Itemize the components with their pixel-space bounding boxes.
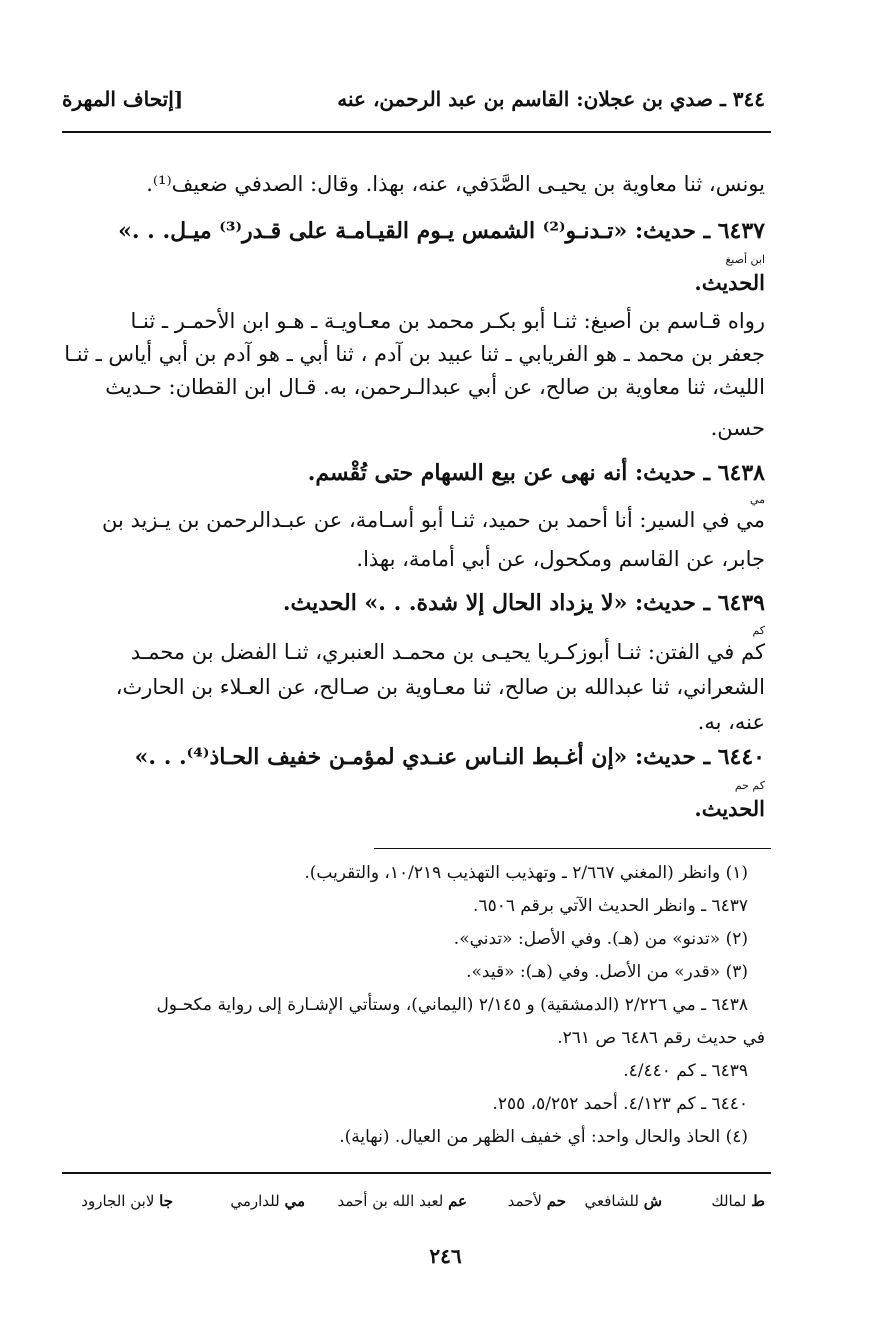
- footnote: ٦٤٣٧ ـ وانظر الحديث الآتي برقم ٦٥٠٦.: [473, 896, 748, 916]
- hadith-6437-tail: الحديث.: [694, 270, 765, 295]
- running-header-title: ٣٤٤ ـ صدي بن عجلان: القاسم بن عبد الرحمن، عنه: [337, 87, 765, 111]
- hadith-6439-heading: ٦٤٣٩ ـ حديث: «لا يزداد الحال إلا شدة. . .» الحديث.: [282, 590, 765, 616]
- hadith-6437-sigla: ابن أصبغ: [725, 253, 765, 266]
- page-number: ٢٤٦: [429, 1244, 462, 1268]
- hadith-6439-line-1: كم في الفتن: ثنـا أبوزكـريا يحيـى بن محمـد العنبري، ثنـا الفضل بن محمـد: [130, 640, 765, 664]
- legend-entry: عم لعبد الله بن أحمد: [337, 1192, 467, 1210]
- legend-entry: جا لابن الجارود: [81, 1192, 173, 1210]
- legend-entry: ط لمالك: [711, 1192, 765, 1210]
- hadith-6437-line-2: جعفر بن محمد ـ هو الفريابي ـ ثنا عبيد بن آدم ، ثنا أبي ـ هو آدم بن أبي أياس ـ ثنـا: [64, 342, 765, 366]
- hadith-6438-line-1: مي في السير: أنا أحمد بن حميد، ثنـا أبو أسـامة، عن عبـدالرحمن بن يـزيد بن: [102, 508, 765, 532]
- hadith-6438-heading: ٦٤٣٨ ـ حديث: أنه نهى عن بيع السهام حتى تُقْسم.: [307, 460, 765, 486]
- header-rule: [62, 131, 771, 133]
- footnote: (٣) «قدر» من الأصل. وفي (هـ): «قيد».: [466, 962, 748, 982]
- footnote: (٢) «تدنو» من (هـ). وفي الأصل: «تدني».: [453, 929, 748, 949]
- hadith-6440-heading: ٦٤٤٠ ـ حديث: «إن أغـبط النـاس عنـدي لمؤمـن خفيف الحـاذ⁽⁴⁾. . .»: [134, 744, 765, 770]
- legend-rule: [62, 1172, 771, 1174]
- hadith-6439-line-3: عنه، به.: [697, 710, 765, 734]
- footnote: (٤) الحاذ والحال واحد: أي خفيف الظهر من العيال. (نهاية).: [339, 1127, 748, 1147]
- hadith-6438-line-2: جابر، عن القاسم ومكحول، عن أبي أمامة، بهذا.: [356, 547, 765, 571]
- hadith-6439-line-2: الشعراني، ثنا عبدالله بن صالح، ثنا معـاوية بن صـالح، عن العـلاء بن الحارث،: [115, 675, 765, 699]
- hadith-6437-line-3: الليث، ثنا معاوية بن صالح، عن أبي عبدالـرحمن، به. قـال ابن القطان: حـديث: [105, 375, 765, 399]
- hadith-6440-sigla: كم حم: [734, 779, 765, 792]
- hadith-6437-line-4: حسن.: [710, 416, 765, 440]
- hadith-6437-line-1: رواه قـاسم بن أصبغ: ثنـا أبو بكـر محمد بن معـاويـة ـ هـو ابن الأحمـر ـ ثنـا: [130, 309, 765, 333]
- legend-entry: ش للشافعي: [584, 1192, 662, 1210]
- footnote-rule: [374, 848, 771, 849]
- footnote: ٦٤٤٠ ـ كم ٤/١٢٣. أحمد ٥/٢٥٢، ٢٥٥.: [492, 1094, 748, 1114]
- footnote: (١) وانظر (المغني ٢/٦٦٧ ـ وتهذيب التهذيب ١٠/٢١٩، والتقريب).: [304, 863, 748, 883]
- footnote: في حديث رقم ٦٤٨٦ ص ٢٦١.: [557, 1028, 765, 1048]
- legend-entry: مي للدارمي: [230, 1192, 305, 1210]
- footnote: ٦٤٣٩ ـ كم ٤/٤٤٠.: [623, 1061, 748, 1081]
- hadith-6440-tail: الحديث.: [694, 796, 765, 821]
- hadith-6438-sigla: مي: [749, 493, 765, 506]
- continuation-line: يونس، ثنا معاوية بن يحيـى الصَّدَفي، عنه، بهذا. وقال: الصدفي ضعيف⁽¹⁾.: [146, 172, 765, 196]
- legend-entry: حم لأحمد: [507, 1192, 566, 1210]
- hadith-6439-sigla: كم: [752, 624, 765, 637]
- hadith-6437-heading: ٦٤٣٧ ـ حديث: «تـدنـو⁽²⁾ الشمس يـوم القيـامـة على قـدر⁽³⁾ ميـل. . .»: [118, 218, 765, 244]
- footnote: ٦٤٣٨ ـ مي ٢/٢٢٦ (الدمشقية) و ٢/١٤٥ (اليماني)، وستأتي الإشـارة إلى رواية مكحـول: [156, 995, 748, 1015]
- running-header-book: [إتحاف المهرة: [62, 87, 184, 111]
